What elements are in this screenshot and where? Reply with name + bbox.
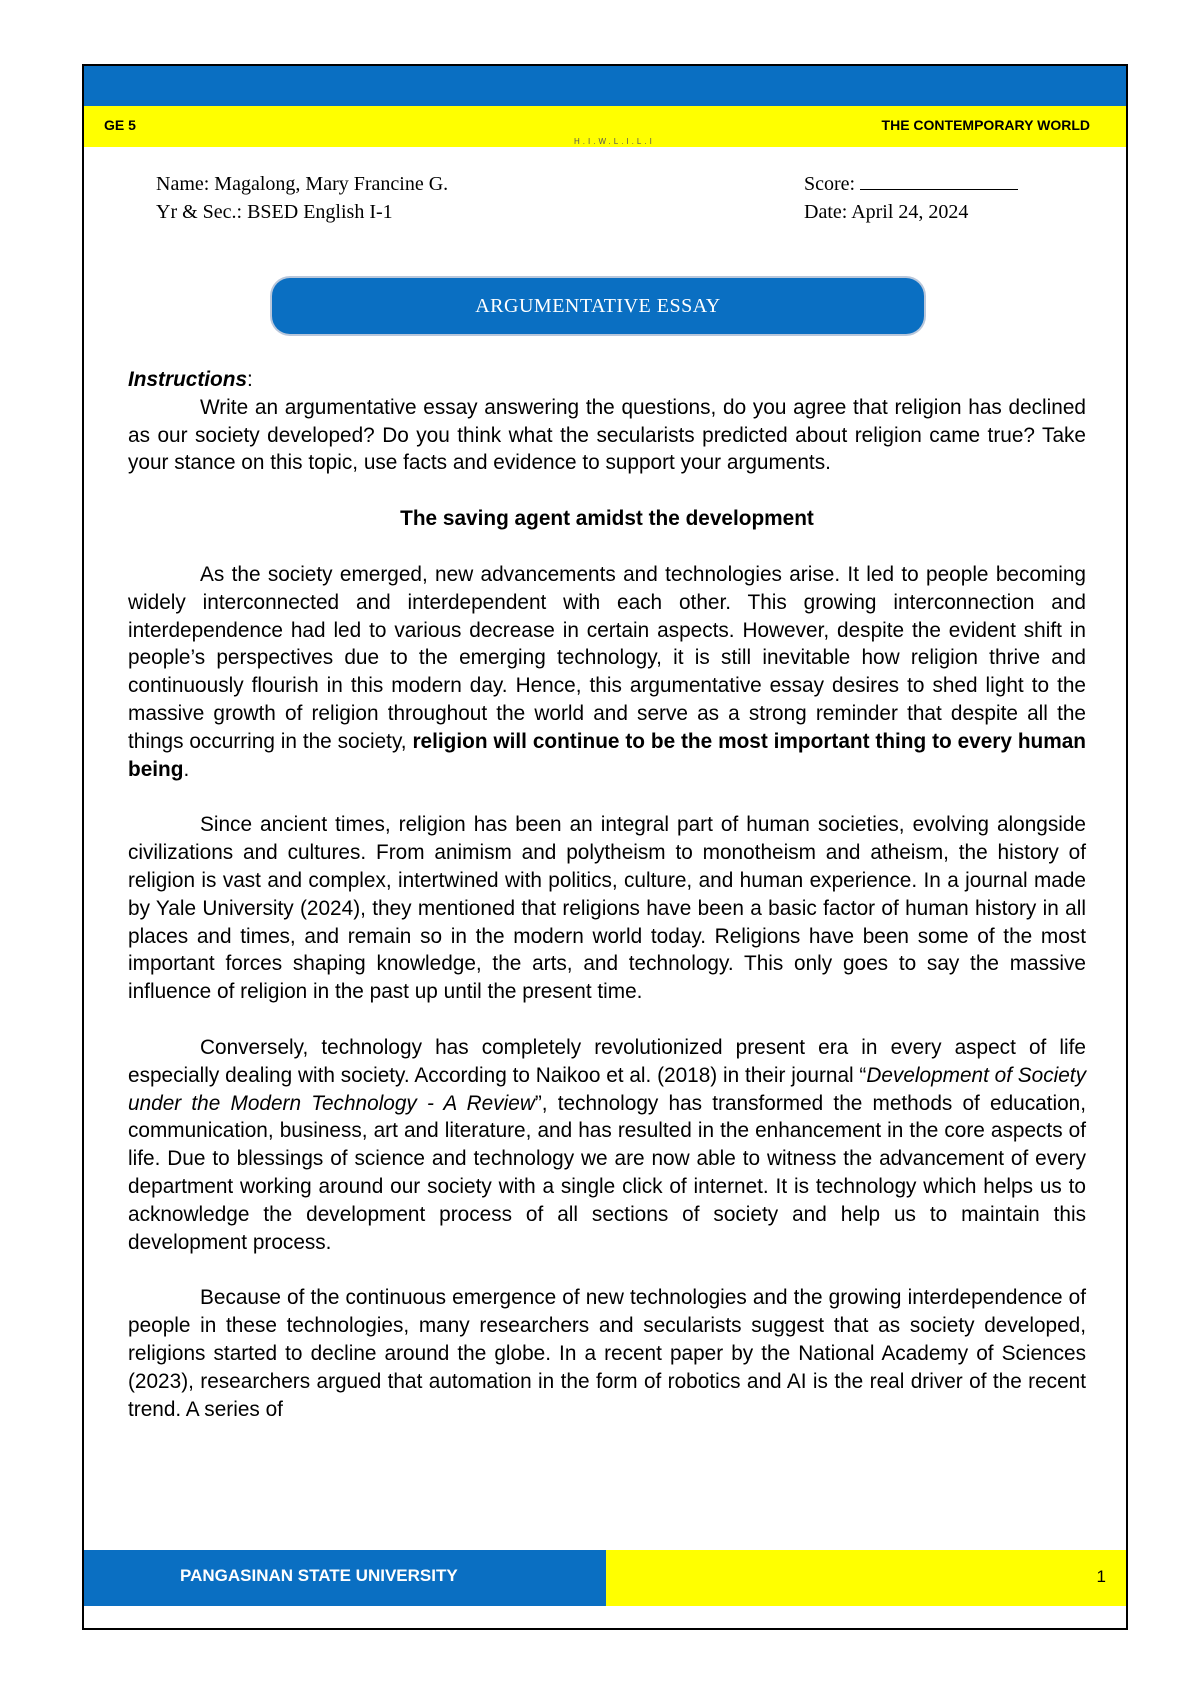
thesis-statement: religion will continue to be the most important thing to every human being xyxy=(128,729,1086,781)
student-name: Name: Magalong, Mary Francine G. xyxy=(156,173,449,195)
header-faint-text: H.I.W.L.I.L.I xyxy=(574,137,655,146)
score-row xyxy=(804,170,1018,198)
student-section: Yr & Sec.: BSED English I-1 xyxy=(156,201,393,223)
course-code: GE 5 xyxy=(104,117,136,133)
paragraph-3-text-b: ”, technology has transformed the methods of education, communication, business, art and literature, and has resulted in the enhancement in the core aspects of life. Due to blessings of science and technology we are now able to witness the advancement of every department working around our society with a single click of internet. It is technology which helps us to acknowledge the development process of all sections of society and help us to maintain this development process. xyxy=(128,1091,1086,1254)
paragraph-4: Because of the continuous emergence of new technologies and the growing interdependence of people in these technologies, many researchers and secularists suggest that as society developed, religions started to decline around the globe. In a recent paper by the National Academy of Sciences (2023), researchers argued that automation in the form of robotics and AI is the real driver of the recent trend. A series of xyxy=(128,1286,1086,1421)
footer-yellow-band xyxy=(606,1550,1126,1606)
journal-title: Development of Society under the Modern Technology - A Review xyxy=(128,1063,1086,1115)
score-date-info xyxy=(804,170,1018,226)
paragraph-3-text-a: Conversely, technology has completely revolutionized present era in every aspect of life especially dealing with society. According to Naikoo et al. (2018) in their journal “ xyxy=(128,1035,1086,1087)
essay-body xyxy=(128,366,1086,1423)
score-blank xyxy=(860,171,1018,190)
paragraph-1-end: . xyxy=(183,757,190,781)
instructions-colon: : xyxy=(247,368,253,391)
score-label: Score: xyxy=(804,173,856,195)
footer-university: PANGASINAN STATE UNIVERSITY xyxy=(180,1566,458,1585)
student-info xyxy=(156,170,448,226)
paragraph-2: Since ancient times, religion has been an integral part of human societies, evolving alongside civilizations and cultures. From animism and polytheism to monotheism and atheism, the history of religion is vast and complex, intertwined with politics, culture, and human experience. In a journal made by Yale University (2024), they mentioned that religions have been a basic factor of human history in all places and times, and remain so in the modern world today. Religions have been some of the most important forces shaping knowledge, the arts, and technology. This only goes to say the massive influence of religion in the past up until the present time. xyxy=(128,813,1086,1004)
essay-title: The saving agent amidst the development xyxy=(400,507,814,531)
instructions-label: Instructions xyxy=(128,368,248,391)
page-frame xyxy=(82,64,1128,1630)
paragraph-1 xyxy=(128,561,1086,783)
header-blue-band xyxy=(84,66,1126,106)
paragraph-1-text: As the society emerged, new advancements and technologies arise. It led to people becoming widely interconnected and interdependent with each other. This growing interconnection and interdependence had led to various decrease in certain aspects. However, despite the evident shift in people’s perspectives due to the emerging technology, it is still inevitable how religion thrive and continuously flourish in this modern day. Hence, this argumentative essay desires to shed light to the massive growth of religion throughout the world and serve as a strong reminder that despite all the things occurring in the society, xyxy=(128,562,1086,753)
paragraph-3 xyxy=(128,1034,1086,1256)
instructions-heading xyxy=(128,366,1086,394)
essay-type-banner xyxy=(272,278,924,334)
essay-type-title: ARGUMENTATIVE ESSAY xyxy=(475,294,721,317)
date-label: Date: April 24, 2024 xyxy=(804,201,969,223)
course-title: THE CONTEMPORARY WORLD xyxy=(881,117,1090,133)
instructions-text: Write an argumentative essay answering the questions, do you agree that religion has declined as our society developed? Do you think what the secularists predicted about religion came true? Take your stance on this topic, use facts and evidence to support your arguments. xyxy=(128,395,1086,475)
page-number: 1 xyxy=(1096,1567,1106,1586)
